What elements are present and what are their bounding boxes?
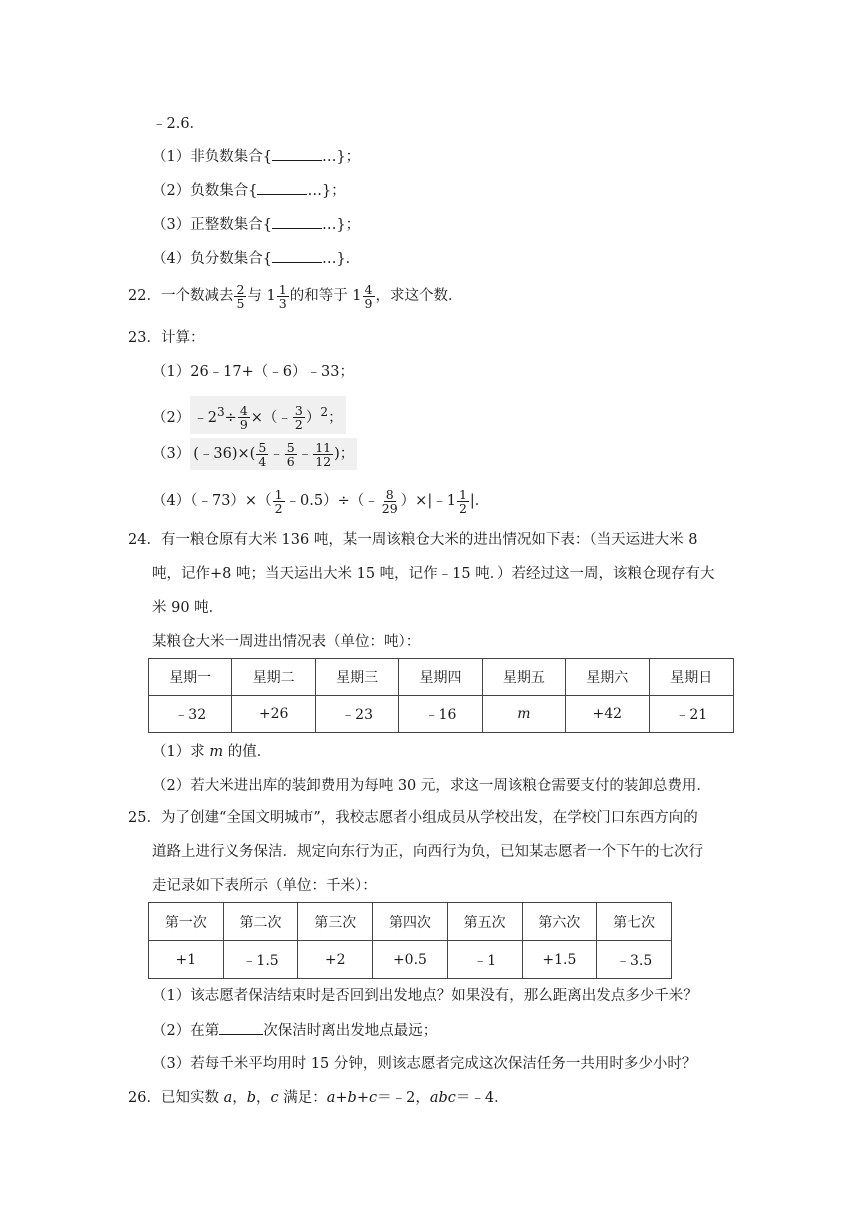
table-header-cell: 第二次 (223, 903, 298, 941)
table-header-cell: 第五次 (447, 903, 522, 941)
table-header-cell: 第四次 (373, 903, 448, 941)
answer-blank[interactable] (272, 248, 322, 263)
q23-part-4: （4）（﹣73）×（ $\frac{1}{2}$ ﹣0.5）÷（﹣ $\frac{8}{29}$ ）×|﹣1 $\frac{1}{2}$ |． (152, 486, 490, 516)
q21-item-2: （2）负数集合{ …}； (152, 180, 346, 201)
question-number: 24． (128, 532, 161, 548)
question-number: 25． (128, 810, 161, 826)
table-cell: +26 (232, 696, 316, 733)
table-cell: ﹣16 (399, 696, 482, 733)
fraction: $\frac{1}{3}$ (278, 281, 287, 311)
table-cell: +2 (298, 941, 373, 979)
answer-blank[interactable] (219, 1020, 263, 1035)
q24-line-3: 米 90 吨． (152, 600, 224, 616)
q23-part-1: （1）26﹣17+（﹣6）﹣33； (152, 364, 354, 380)
q25-sub-1: （1）该志愿者保洁结束时是否回到出发地点？如果没有，那么距离出发点多少千米？ (152, 988, 698, 1004)
table-header-cell: 第三次 (298, 903, 373, 941)
q24-line-2: 吨，记作+8 吨；当天运出大米 15 吨，记作﹣15 吨．）若经过这一周，该粮仓现存有大 (152, 566, 715, 582)
question-number: 22． (128, 288, 161, 304)
answer-blank[interactable] (272, 146, 322, 161)
table-cell: ﹣1.5 (223, 941, 298, 979)
q22: 22．一个数减去 $\frac{2}{5}$ 与 1 $\frac{1}{3}$ 的和等于 1 $\frac{4}{9}$ ，求这个数． (128, 281, 463, 311)
table-cell: m (482, 696, 565, 733)
q24-line-1: 24．有一粮仓原有大米 136 吨，某一周该粮仓大米的进出情况如下表：（当天运进大米 8 (128, 532, 698, 548)
q25-sub-3: （3）若每千米平均用时 15 分钟，则该志愿者完成这次保洁任务一共用时多少小时？ (152, 1056, 697, 1072)
table-header-cell: 星期二 (232, 659, 316, 696)
q23-part-2: （2） $﹣2^3\div$ $\frac{4}{9}$ ×（﹣ $\frac{3}{2}$ ）$^2$； (152, 396, 346, 434)
table-cell: ﹣23 (315, 696, 398, 733)
table-header-cell: 星期五 (482, 659, 565, 696)
table-cell: ﹣3.5 (597, 941, 672, 979)
table-header-cell: 第一次 (149, 903, 224, 941)
table-cell: ﹣32 (149, 696, 232, 733)
table-header-row (149, 659, 734, 696)
question-number: 26． (128, 1090, 161, 1106)
table-row (149, 941, 672, 979)
q21-item-3: （3）正整数集合{ …}； (152, 214, 360, 235)
q25-line-2: 道路上进行义务保洁．规定向东行为正，向西行为负，已知某志愿者一个下午的七次行 (152, 844, 703, 860)
table-header-row (149, 903, 672, 941)
question-number: 23． (128, 330, 161, 346)
table-cell: +0.5 (373, 941, 448, 979)
q25-sub-2: （2）在第 次保洁时离出发地点最远； (152, 1020, 437, 1041)
answer-blank[interactable] (257, 180, 307, 195)
table-header-cell: 星期三 (315, 659, 398, 696)
grain-table (148, 658, 734, 733)
table-header-cell: 星期六 (566, 659, 650, 696)
fraction: $\frac{4}{9}$ (364, 281, 373, 311)
table-row (149, 696, 734, 733)
table-cell: +42 (566, 696, 650, 733)
q23-heading: 23．计算： (128, 330, 205, 346)
q24-table-caption: 某粮仓大米一周进出情况表（单位：吨）： (152, 634, 421, 650)
table-header-cell: 星期日 (649, 659, 733, 696)
formula: $﹣2^3\div$ $\frac{4}{9}$ ×（﹣ $\frac{3}{2}$ ）$^2$； (190, 396, 345, 434)
q24-sub-2: （2）若大米进出库的装卸费用为每吨 30 元，求这一周该粮仓需要支付的装卸总费用． (152, 778, 711, 794)
q21-continuation: ﹣2.6． (152, 116, 205, 132)
table-header-cell: 第七次 (597, 903, 672, 941)
table-cell: ﹣1 (447, 941, 522, 979)
table-cell: +1 (149, 941, 224, 979)
table-cell: +1.5 (522, 941, 597, 979)
q25-line-3: 走记录如下表所示（单位：千米）： (152, 878, 377, 894)
table-header-cell: 星期一 (149, 659, 232, 696)
formula: (﹣36)×( $\frac{5}{4}$ ﹣ $\frac{5}{6}$ ﹣ $\frac{11}{12}$ )； (190, 438, 357, 470)
answer-blank[interactable] (272, 214, 322, 229)
q24-sub-1: （1）求 m 的值． (152, 744, 272, 760)
q21-item-1: （1）非负数集合{ …}； (152, 146, 360, 167)
q26: 26．已知实数 a，b，c 满足：a+b+c＝﹣2，abc＝﹣4． (128, 1090, 509, 1106)
q25-line-1: 25．为了创建“全国文明城市”，我校志愿者小组成员从学校出发，在学校门口东西方向的 (128, 810, 698, 826)
fraction: $\frac{2}{5}$ (236, 281, 245, 311)
table-header-cell: 星期四 (399, 659, 482, 696)
q21-item-4: （4）负分数集合{ …}． (152, 248, 360, 269)
table-header-cell: 第六次 (522, 903, 597, 941)
q23-part-3: （3） (﹣36)×( $\frac{5}{4}$ ﹣ $\frac{5}{6}$ ﹣ $\frac{11}{12}$ )； (152, 438, 357, 470)
walk-record-table (148, 902, 672, 979)
table-cell: ﹣21 (649, 696, 733, 733)
